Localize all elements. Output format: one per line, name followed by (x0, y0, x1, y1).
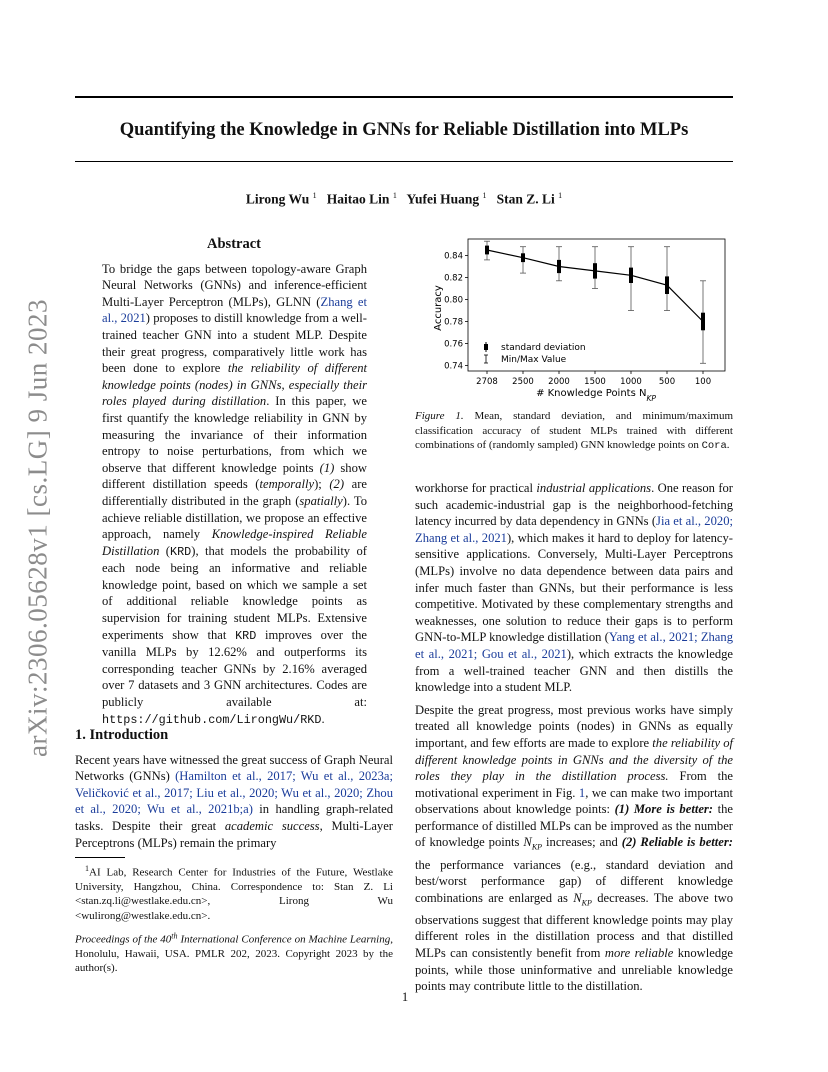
mean-point (593, 269, 597, 273)
y-tick-label: 0.84 (444, 251, 463, 262)
abstract-body: To bridge the gaps between topology-aware Graph Neural Networks (GNNs) and inference-efficient Multi-Layer Perceptron (MLPs), GLNN (Zhang et al., 2021) proposes to distill knowledge from a well-trained teacher GNN into a student MLP. Despite their great progress, comparatively little work has been done to explore the reliability of different knowledge points (nodes) in GNNs, especially their roles played during distillation. In this paper, we first quantify the knowledge reliability in GNN by measuring the invariance of their information entropy to noise perturbations, from which we observe that different knowledge points (1) show different distillation speeds (temporally); (2) are differentially distributed in the graph (spatially). To achieve reliable distillation, we propose an effective approach, namely Knowledge-inspired Reliable Distillation (KRD), that models the probability of each node being an informative and reliable knowledge point, based on which we sample a set of additional reliable knowledge points as supervision for training student MLPs. Extensive experiments show that KRD improves over the vanilla MLPs by 12.62% and outperforms its corresponding teacher GNNs by 2.16% averaged over 7 datasets and 3 GNN architectures. Codes are publicly available at: https://github.com/LirongWu/RKD. (102, 261, 368, 727)
y-tick-label: 0.78 (444, 317, 463, 328)
figure-reference-link[interactable]: 1 (578, 785, 586, 800)
mean-point (629, 274, 633, 278)
author-name: Yufei Huang (406, 191, 480, 207)
legend-std-swatch (484, 344, 488, 350)
arxiv-stamp (22, 298, 54, 758)
x-tick-label: 2500 (512, 377, 534, 387)
footnote-rule (75, 857, 125, 858)
mean-point (557, 265, 561, 269)
figure-1-chart (415, 236, 733, 404)
author-name: Stan Z. Li (496, 191, 555, 207)
x-tick-label: 1000 (620, 377, 642, 387)
affiliation-footnote: $^1$AI Lab, Research Center for Industries of the Future, Westlake University, Hangzhou, China. Correspondence to: Stan Z. Li <stan.zq.li@westlake.edu.cn>, Lirong Wu <wulirong@westlake.edu.cn>. (75, 864, 393, 922)
left-column (75, 236, 393, 728)
y-axis-label: Accuracy (433, 285, 444, 331)
x-tick-label: 100 (694, 377, 712, 387)
legend (484, 342, 586, 365)
title-bottom-rule (75, 161, 733, 162)
paper-title: Quantifying the Knowledge in GNNs for Reliable Distillation into MLPs (119, 120, 689, 140)
citation-link[interactable]: (Hamilton et al., 2017; Wu et al., 2023a; Veličković et al., 2017; Liu et al., 2020; Wu et al., 2020; Zhou et al., 2020; Wu et al., 2021b;a) (75, 769, 393, 817)
author-affiliation-mark: 1 (392, 191, 397, 200)
figure-label: Figure 1. (415, 410, 464, 422)
x-tick-label: 2708 (476, 377, 498, 387)
proceedings-note: Proceedings of the 40th International Conference on Machine Learning, Honolulu, Hawaii, USA. PMLR 202, 2023. Copyright 2023 by the author(s). (75, 931, 393, 975)
legend-label: standard deviation (501, 343, 586, 353)
top-rule (75, 96, 733, 98)
legend-label: Min/Max Value (501, 355, 567, 365)
author-affiliation-mark: 1 (482, 191, 487, 200)
x-tick-label: 2000 (548, 377, 570, 387)
author-list (75, 191, 733, 208)
footnote-mark: 1 (85, 864, 89, 873)
code-url-link[interactable]: https://github.com/LirongWu/RKD (102, 712, 322, 727)
page-number: 1 (401, 990, 409, 1004)
mean-point (701, 320, 705, 324)
mean-point (665, 283, 669, 287)
right-column-text (415, 480, 733, 995)
author-affiliation-mark: 1 (558, 191, 563, 200)
x-tick-label: 1500 (584, 377, 606, 387)
x-axis-label: # Knowledge Points $N_{KP}$ (536, 388, 656, 403)
mean-point (485, 248, 489, 252)
author-affiliation-mark: 1 (312, 191, 317, 200)
paragraph: workhorse for practical industrial applications. One reason for such academic-industrial gap is the neighborhood-fetching latency incurred by data dependency in GNNs (Jia et al., 2020; Zhang et al., 2021), which makes it hard to deploy for latency-sensitive applications. Conversely, Multi-Layer Perceptrons (MLPs) involve no data dependence between data pairs and infer much faster than GNNs, but their performance is less competitive. Motivated by these complementary strengths and weaknesses, one solution to reduce their gaps is to perform GNN-to-MLP knowledge distillation (Yang et al., 2021; Zhang et al., 2021; Gou et al., 2021), which extracts the knowledge from a well-trained teacher GNN and then distills the knowledge into a student MLP. (415, 481, 734, 695)
y-tick-label: 0.80 (444, 295, 463, 306)
mean-point (521, 256, 525, 260)
citation-link[interactable]: Zhang et al., 2021 (102, 294, 367, 326)
abstract-heading: Abstract (207, 236, 261, 252)
paragraph: Despite the great progress, most previous works have simply treated all knowledge points (nodes) in GNNs as equally important, and few efforts are made to explore the reliability of different knowledge points in GNNs and the diversity of the roles they play in the distillation process. From the motivational experiment in Fig. 1, we can make two important observations about knowledge points: (1) More is better: the performance of distilled MLPs can be improved as the number of knowledge points $N_{KP}$ increases; and (2) Reliable is better: the performance variances (e.g., standard deviation and best/worst performance gap) of different knowledge combinations are enlarged as $N_{KP}$ decreases. The above two observations suggest that different knowledge points may play different roles in the distillation process and that distilled MLPs can consistently benefit from more reliable knowledge points, while those uninformative and unreliable knowledge points may contribute little to the distillation. (415, 702, 734, 994)
citation-link[interactable]: Yang et al., 2021; Zhang et al., 2021; Gou et al., 2021 (415, 630, 733, 661)
figure-caption: Figure 1. Mean, standard deviation, and minimum/maximum classification accuracy of student MLPs trained with different combinations of (randomly sampled) GNN knowledge points on Cora. (415, 410, 733, 453)
introduction-heading: 1. Introduction (75, 727, 169, 743)
introduction-section (75, 727, 393, 851)
introduction-body: Recent years have witnessed the great success of Graph Neural Networks (GNNs) (Hamilton et al., 2017; Wu et al., 2023a; Veličković et al., 2017; Liu et al., 2020; Wu et al., 2020; Zhou et al., 2020; Wu et al., 2021b;a) in handling graph-related tasks. Despite their great academic success, Multi-Layer Perceptrons (MLPs) remain the primary (75, 752, 393, 850)
y-tick-label: 0.76 (444, 339, 463, 350)
author-name: Lirong Wu (245, 191, 310, 207)
citation-link[interactable]: Jia et al., 2020; Zhang et al., 2021 (415, 514, 733, 545)
y-tick-label: 0.74 (444, 361, 463, 372)
x-tick-label: 500 (658, 377, 676, 387)
arxiv-stamp-text: arXiv:2306.05628v1 [cs.LG] 9 Jun 2023 (22, 299, 53, 757)
author-name: Haitao Lin (326, 191, 390, 207)
y-tick-label: 0.82 (444, 273, 463, 284)
